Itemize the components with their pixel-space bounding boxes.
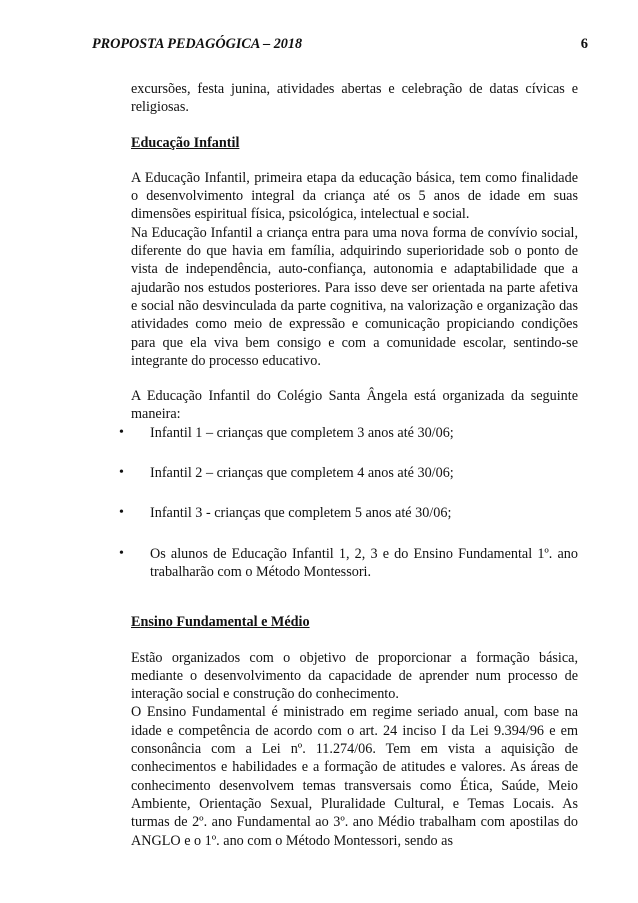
bullet-icon: •: [119, 505, 124, 521]
header-title: PROPOSTA PEDAGÓGICA – 2018: [92, 36, 303, 52]
list-item-text: Os alunos de Educação Infantil 1, 2, 3 e do Ensino Fundamental 1º. ano trabalharão com o Método Montessori.: [150, 545, 578, 580]
infantil-paragraph-3: A Educação Infantil do Colégio Santa Ângela está organizada da seguinte maneira:: [131, 388, 578, 423]
bullet-icon: •: [119, 545, 124, 561]
list-item-text: Infantil 3 - crianças que completem 5 anos até 30/06;: [150, 505, 452, 522]
list-item: [119, 545, 578, 582]
list-item-text: Infantil 2 – crianças que completem 4 anos até 30/06;: [150, 465, 454, 482]
intro-paragraph: excursões, festa junina, atividades abertas e celebração de datas cívicas e religiosas.: [131, 81, 578, 116]
fundamental-paragraph-1: Estão organizados com o objetivo de proporcionar a formação básica, mediante o desenvolvimento da capacidade de aprender num processo de interação social e construção do conhecimento.: [131, 649, 578, 703]
list-item-text: Infantil 1 – crianças que completem 3 anos até 30/06;: [150, 424, 454, 441]
infantil-paragraph-1: A Educação Infantil, primeira etapa da educação básica, tem como finalidade o desenvolvimento integral da criança até os 5 anos de idade em suas dimensões espiritual física, psicológica, intelectual e social.: [131, 169, 578, 223]
list-item: [119, 424, 578, 442]
list-item: [119, 464, 578, 482]
bullet-icon: •: [119, 465, 124, 481]
bullet-icon: •: [119, 424, 124, 440]
list-item: [119, 504, 578, 522]
fundamental-paragraph-2: O Ensino Fundamental é ministrado em regime seriado anual, com base na idade e competência de acordo com o art. 24 inciso I da Lei 9.394/96 e em consonância com a Lei nº. 11.274/06. Tem em vista a aquisição de conhecimentos e habilidades e a formação de atitudes e valores. As áreas de conhecimento desenvolvem temas transversais como Ética, Saúde, Meio Ambiente, Orientação Sexual, Pluralidade Cultural, e Temas Locais. As turmas de 2º. ano Fundamental ao 3º. ano Médio trabalham com apostilas do ANGLO e o 1º. ano com o Método Montessori, sendo as: [131, 704, 578, 849]
infantil-bullet-list: [119, 424, 578, 581]
page-number: 6: [580, 36, 588, 52]
page-header: [92, 36, 588, 58]
section-heading-ensino-fundamental-medio: Ensino Fundamental e Médio: [131, 614, 310, 631]
section-heading-educacao-infantil: Educação Infantil: [131, 134, 240, 151]
infantil-paragraph-2: Na Educação Infantil a criança entra para uma nova forma de convívio social, diferente do que havia em família, adquirindo superioridade sob o ponto de vista de independência, auto-confiança, autonomia e adaptabilidade que a ajudarão nos estudos posteriores. Para isso deve ser orientada na parte afetiva e social não desvinculada da parte cognitiva, na valorização e organização das atividades como meio de expressão e comunicação propiciando condições para que ela viva bem consigo e com a comunidade escolar, sentindo-se integrante do processo educativo.: [131, 224, 578, 369]
page-content: [119, 80, 578, 850]
